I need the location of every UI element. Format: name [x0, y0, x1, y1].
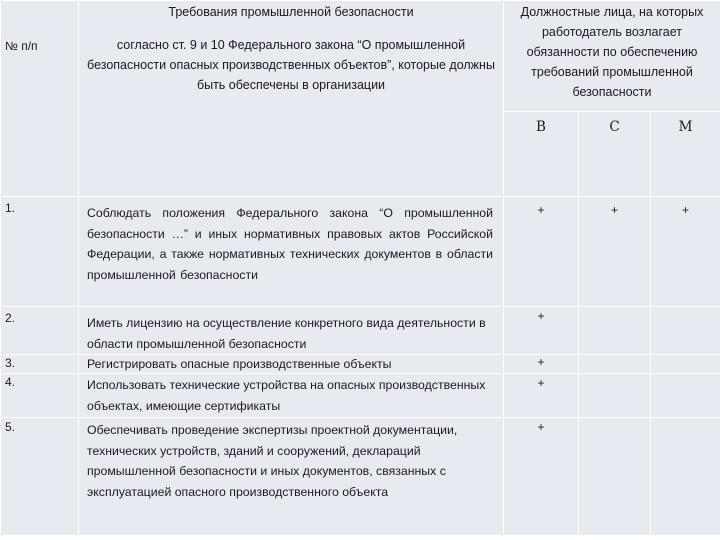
row-mark-s	[579, 307, 651, 355]
row-mark-v: +	[504, 307, 579, 355]
header-requirements-cell	[79, 1, 504, 197]
row-requirement: Соблюдать положения Федерального закона “О промышленной безопасности …” и иных нормативных правовых актов Российской Федерации, а также нормативных технических документов в области промышленной безопасности	[79, 197, 504, 307]
header-row	[1, 1, 720, 112]
row-requirement: Обеспечивать проведение экспертизы проектной документации, технических устройств, зданий и сооружений, деклараций промышленной безопасности и иных документов, связанных с эксплуатацией опасного производственного объекта	[79, 418, 504, 536]
requirements-title: Требования промышленной безопасности	[168, 5, 414, 19]
row-mark-s	[579, 374, 651, 418]
header-num-cell	[1, 1, 79, 197]
table-row	[1, 197, 720, 307]
row-mark-v: +	[504, 197, 579, 307]
table-row	[1, 307, 720, 355]
role-v: В	[504, 112, 579, 197]
row-requirement: Иметь лицензию на осуществление конкретного вида деятельности в области промышленной безопасности	[79, 307, 504, 355]
header-num-label: № п/п	[5, 39, 38, 53]
row-number: 5.	[1, 418, 79, 536]
table-row	[1, 355, 720, 374]
row-mark-v: +	[504, 355, 579, 374]
row-mark-m	[651, 374, 720, 418]
row-mark-v: +	[504, 374, 579, 418]
role-s: С	[579, 112, 651, 197]
table-row	[1, 418, 720, 536]
row-mark-m	[651, 418, 720, 536]
row-mark-s	[579, 355, 651, 374]
row-requirement: Регистрировать опасные производственные объекты	[79, 355, 504, 374]
header-persons-cell	[504, 1, 720, 112]
row-number: 1.	[1, 197, 79, 307]
row-mark-v: +	[504, 418, 579, 536]
row-mark-m: +	[651, 197, 720, 307]
role-m: М	[651, 112, 720, 197]
persons-title: Должностные лица, на которых работодатель возлагает обязанности по обеспечению требований промышленной безопасности	[520, 5, 704, 99]
row-number: 4.	[1, 374, 79, 418]
table-row	[1, 374, 720, 418]
row-mark-s: +	[579, 197, 651, 307]
row-mark-m	[651, 355, 720, 374]
requirements-subtitle: согласно ст. 9 и 10 Федерального закона “О промышленной безопасности опасных производственных объектов”, которые должны быть обеспечены в организации	[87, 38, 495, 92]
row-requirement: Использовать технические устройства на опасных производственных объектах, имеющие сертификаты	[79, 374, 504, 418]
row-mark-m	[651, 307, 720, 355]
row-number: 3.	[1, 355, 79, 374]
row-number: 2.	[1, 307, 79, 355]
row-mark-s	[579, 418, 651, 536]
